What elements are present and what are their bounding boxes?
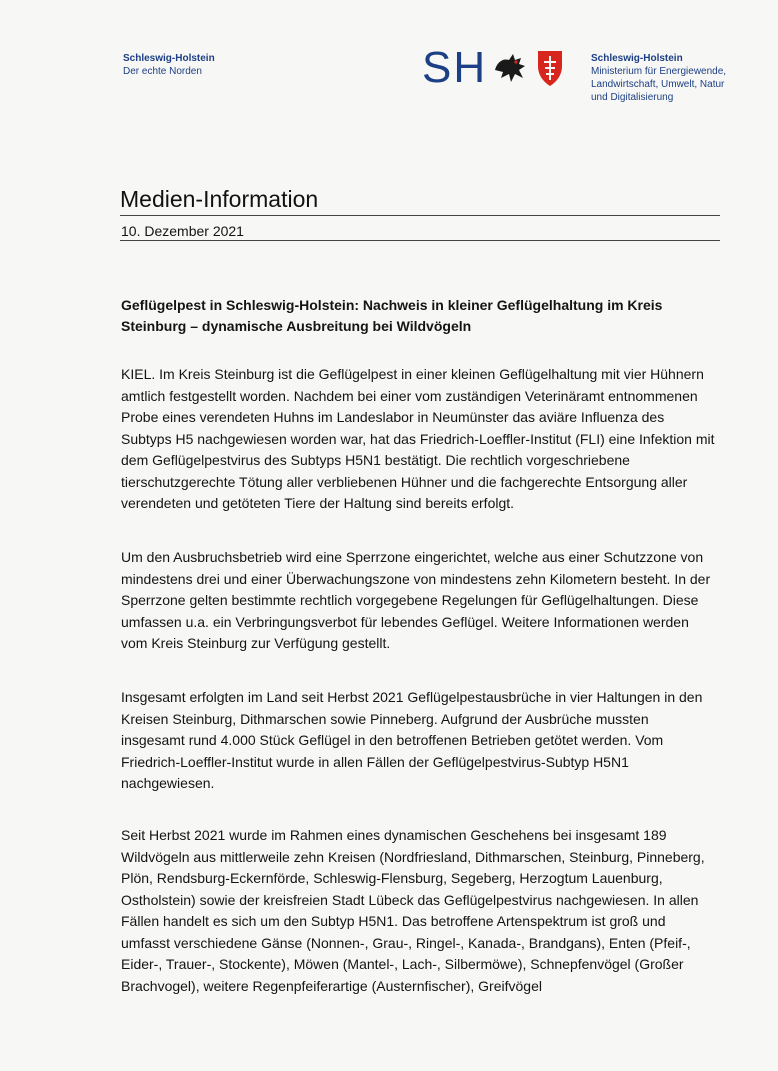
state-name: Schleswig-Holstein xyxy=(123,53,215,64)
ministry-line-1: Ministerium für Energiewende, xyxy=(591,66,727,77)
date-rule xyxy=(120,240,720,241)
ministry-line-2: Landwirtschaft, Umwelt, Natur xyxy=(591,79,725,90)
body-paragraph: Seit Herbst 2021 wurde im Rahmen eines dynamischen Geschehens bei insgesamt 189 Wildvögeln aus mittlerweile zehn Kreisen (Nordfriesland, Dithmarschen, Steinburg, Pinneberg, Plön, Rendsburg-Eckernförde, Schleswig-Flensburg, Segeberg, Herzogtum Lauenburg, Ostholstein) sowie der kreisfreien Stadt Lübeck das Geflügelpestvirus nachgewiesen. In allen Fällen handelt es sich um den Subtyp H5N1. Das betroffene Artenspektrum ist groß und umfasst verschiedene Gänse (Nonnen-, Grau-, Ringel-, Kanada-, Brandgans), Enten (Pfeif-, Eider-, Trauer-, Stockente), Möwen (Mantel-, Lach-, Silbermöwe), Schnepfenvögel (Großer Brachvogel), weitere Regenpfeiferartige (Austernfischer), Greifvögel xyxy=(121,827,705,994)
body-paragraph: Um den Ausbruchsbetrieb wird eine Sperrzone eingerichtet, welche aus einer Schutzzone von mindestens drei und einer Überwachungszone von mindestens zehn Kilometern besteht. In der Sperrzone gelten bestimmte rechtlich vorgegebene Regelungen für Geflügelhaltungen. Diese umfassen u.a. ein Verbringungsverbot für lebendes Geflügel. Weitere Informationen werden vom Kreis Steinburg zur Verfügung gestellt. xyxy=(121,549,711,651)
body-paragraph: KIEL. Im Kreis Steinburg ist die Geflügelpest in einer kleinen Geflügelhaltung mit vier Hühnern amtlich festgestellt worden. Nachdem bei einer vom zuständigen Veterinäramt entnommenen Probe eines verendeten Huhns im Landeslabor in Neumünster das aviäre Influenza des Subtyps H5 nachgewiesen worden war, hat das Friedrich-Loeffler-Institut (FLI) eine Infektion mit dem Geflügelpestvirus des Subtyps H5N1 bestätigt. Die rechtlich vorgeschriebene tierschutzgerechte Tötung aller verbliebenen Hühner und die fachgerechte Entsorgung aller verendeten und getöteten Tiere der Haltung sind bereits erfolgt. xyxy=(121,366,715,511)
ministry-line-3: und Digitalisierung xyxy=(591,92,674,103)
body-paragraph: Insgesamt erfolgten im Land seit Herbst 2021 Geflügelpestausbrüche in vier Haltungen in den Kreisen Steinburg, Dithmarschen sowie Pinneberg. Aufgrund der Ausbrüche mussten insgesamt rund 4.000 Stück Geflügel in den betroffenen Betrieben getötet werden. Vom Friedrich-Loeffler-Institut wurde in allen Fällen der Geflügelpestvirus-Subtyp H5N1 nachgewiesen. xyxy=(121,689,703,791)
ministry-logo xyxy=(422,43,565,93)
ministry-name-block xyxy=(591,52,771,104)
press-headline: Geflügelpest in Schleswig-Holstein: Nachweis in kleiner Geflügelhaltung im Kreis Steinburg – dynamische Ausbreitung bei Wildvögeln xyxy=(121,297,663,334)
ministry-state: Schleswig-Holstein xyxy=(591,53,683,64)
state-slogan: Der echte Norden xyxy=(123,66,202,77)
document-date: 10. Dezember 2021 xyxy=(121,223,244,239)
document-title: Medien-Information xyxy=(120,186,319,212)
nettle-leaf-icon xyxy=(535,48,565,88)
logo-lettering: SH xyxy=(422,43,488,92)
lion-crest-icon xyxy=(491,48,531,88)
state-brand-block xyxy=(123,52,215,78)
title-rule xyxy=(120,215,720,216)
